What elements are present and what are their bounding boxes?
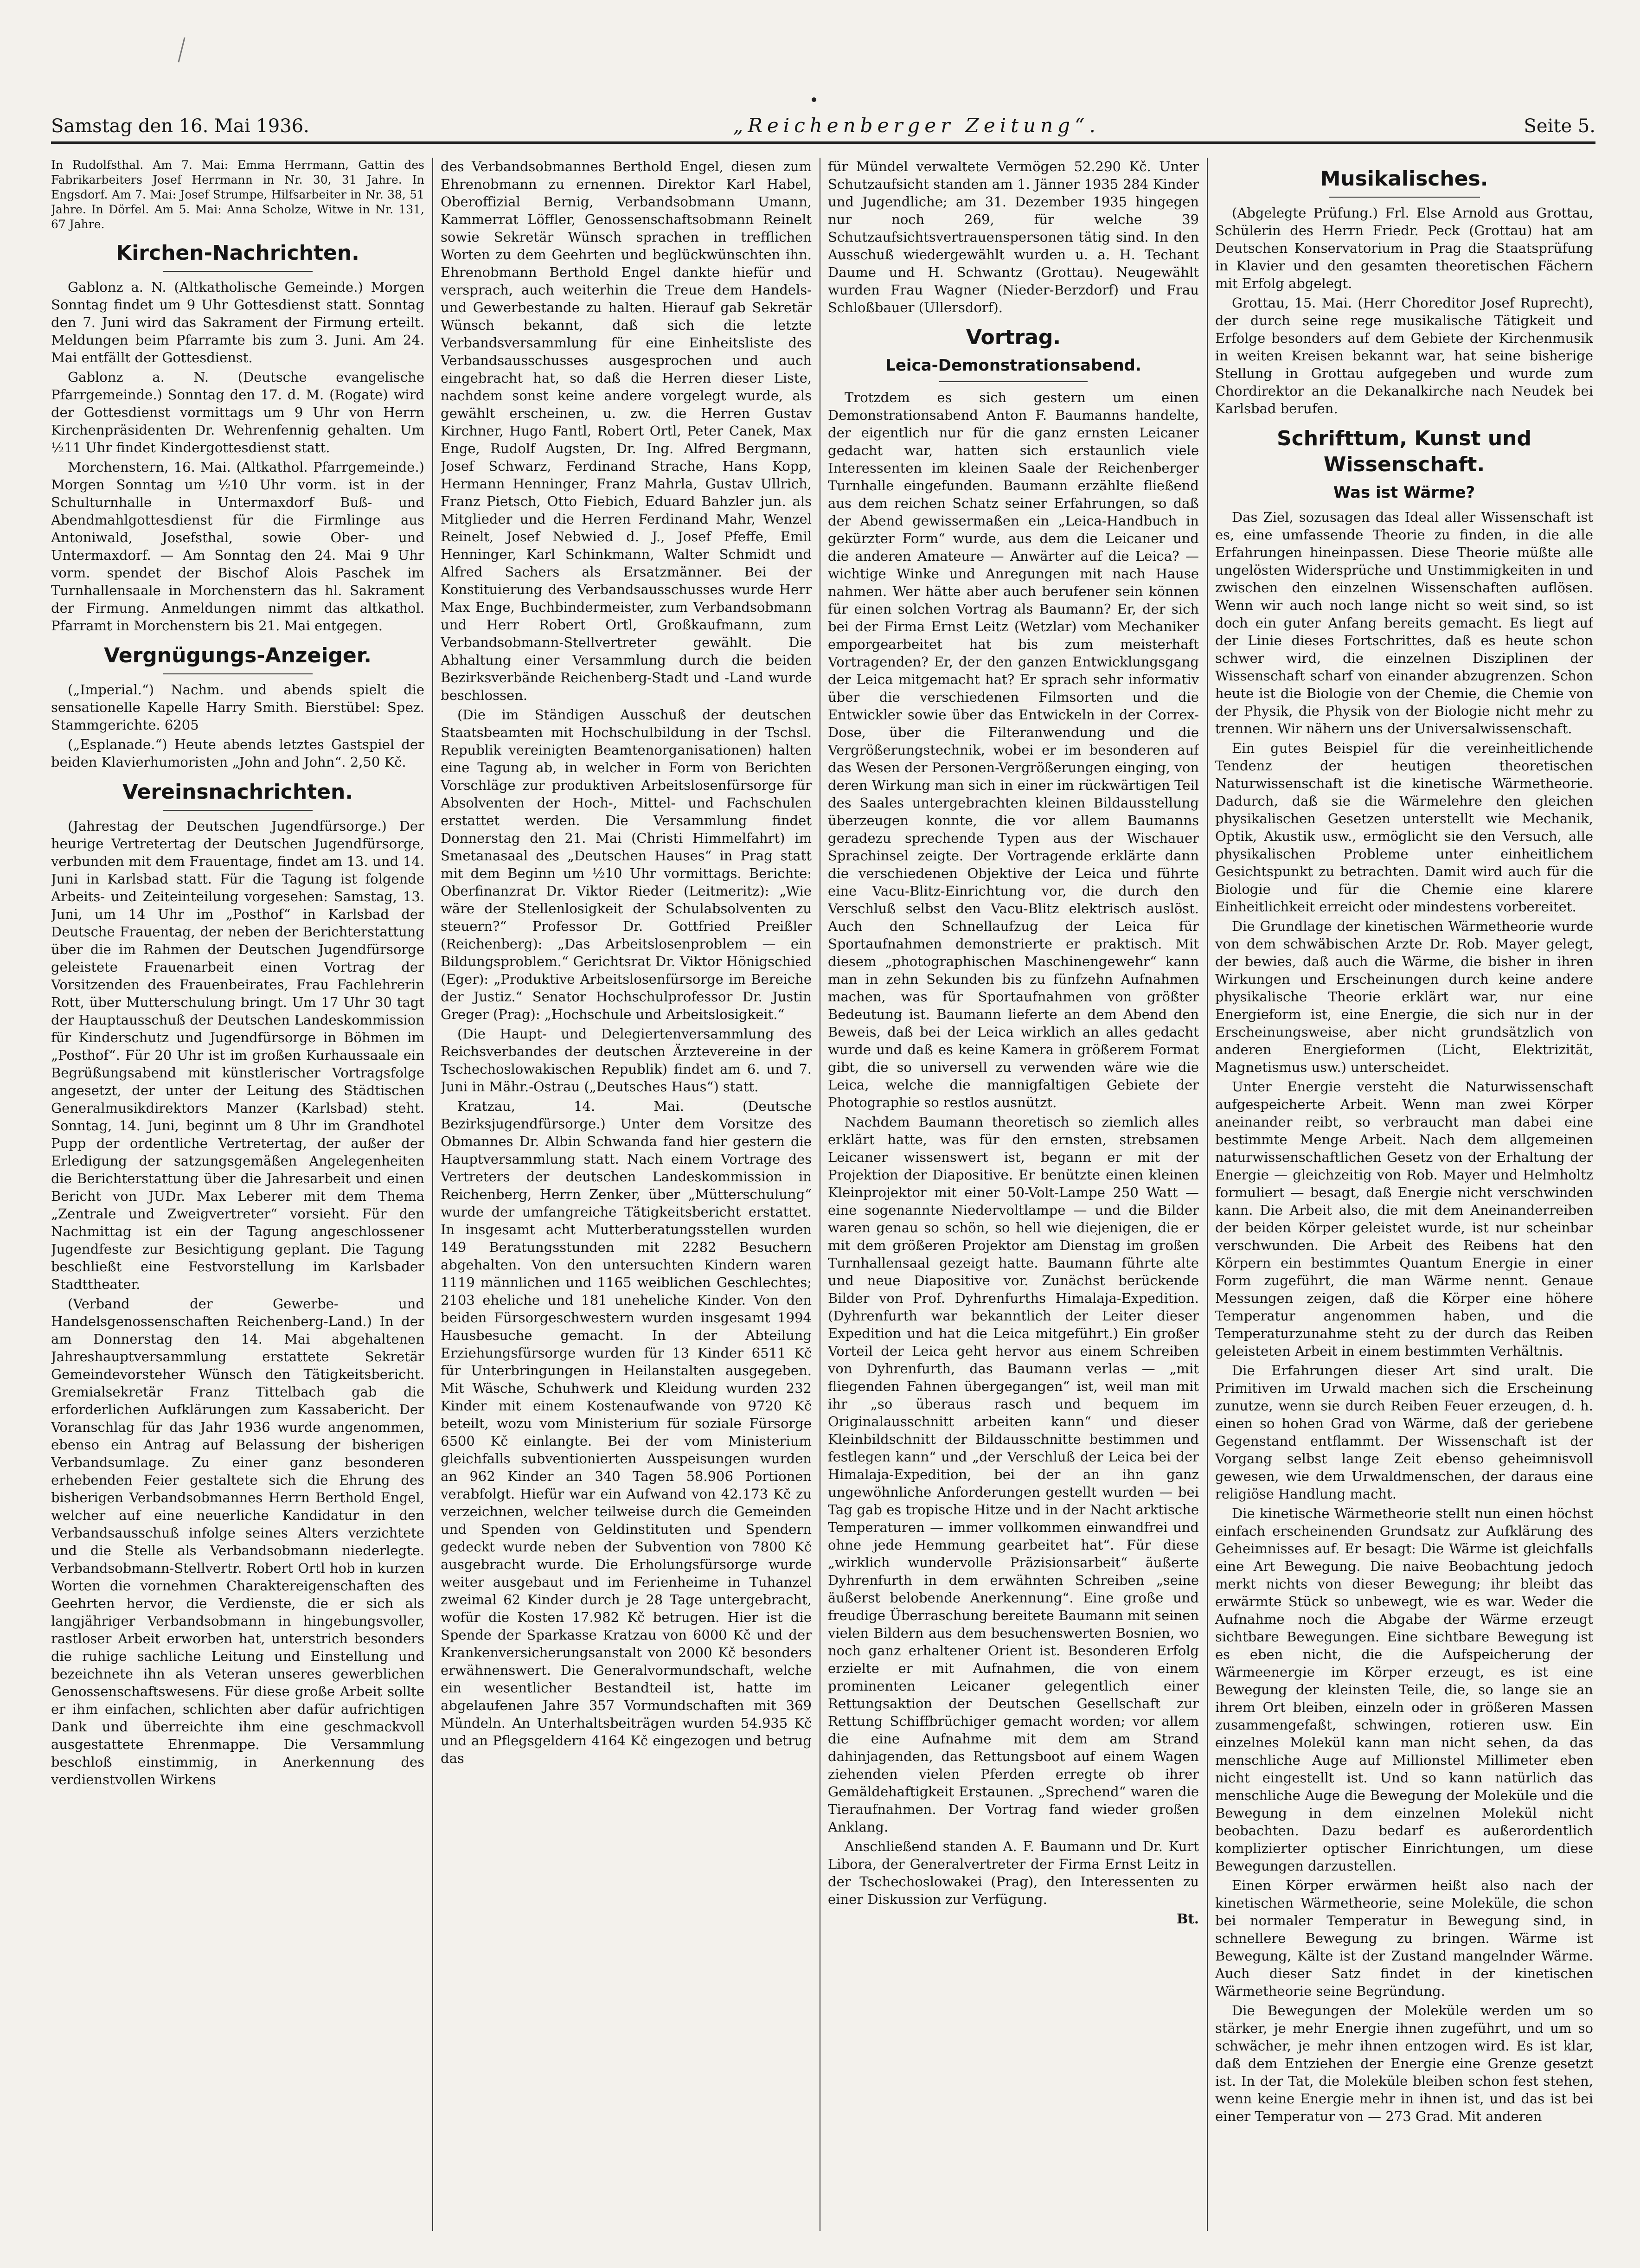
article-paragraph: (Abgelegte Prüfung.) Frl. Else Arnold aus Grottau, Schülerin des Herrn Friedr. Peck (Grottau) hat am Deutschen Konservatorium in Prag die Staatsprüfung in Klavier und den gesamten theoretischen Fächern mit Erfolg abgelegt.	[1215, 205, 1593, 291]
article-paragraph: Gablonz a. N. (Altkatholische Gemeinde.) Morgen Sonntag findet um 9 Uhr Gottesdienst statt. Sonntag den 7. Juni wird das Sakrament der Firmung erteilt. Meldungen beim Pfarramte bis zum 3. Juni. Am 24. Mai entfällt der Gottesdienst.	[51, 279, 424, 365]
column-2	[441, 158, 812, 2231]
scan-mark	[178, 37, 185, 62]
article-paragraph: („Esplanade.“) Heute abends letztes Gastspiel der beiden Klavierhumoristen „John and John“. 2,50 Kč.	[51, 737, 424, 770]
header-date: Samstag den 16. Mai 1936.	[51, 115, 309, 137]
section-heading-schrifttum: Schrifttum, Kunst und Wissenschaft.	[1277, 427, 1531, 476]
article-paragraph: Die Bewegungen der Moleküle werden um so stärker, je mehr Energie ihnen zugeführt, und um so schwächer, je mehr ihnen entzogen wird. Es ist klar, daß dem Entziehen der Energie eine Grenze gesetzt ist. In der Tat, die Moleküle bleiben schon fest stehen, wenn keine Energie mehr in ihnen ist, und das ist bei einer Temperatur von — 273 Grad. Mit anderen	[1215, 2003, 1593, 2124]
article-title-waerme: Was ist Wärme?	[1333, 483, 1475, 502]
article-paragraph: Die Erfahrungen dieser Art sind uralt. Die Primitiven im Urwald machen sich die Erscheinung zunutze, wenn sie durch Reiben Feuer erzeugen, d. h. einen so hohen Grad von Wärme, daß der geriebene Gegenstand entflammt. Der Wissenschaft ist der Vorgang selbst lange Zeit ebenso geheimnisvoll gewesen, wie dem Urwaldmenschen, der daraus eine religiöse Handlung macht.	[1215, 1363, 1593, 1502]
scan-dot	[812, 97, 816, 102]
section-heading-verein: Vereinsnachrichten.	[122, 780, 353, 804]
death-notices: In Rudolfsthal. Am 7. Mai: Emma Herrmann, Gattin des Fabrikarbeiters Josef Herrmann in Nr. 30, 31 Jahre. In Engsdorf. Am 7. Mai: Josef Strumpe, Hilfsarbeiter in Nr. 38, 51 Jahre. In Dörfel. Am 5. Mai: Anna Scholze, Witwe in Nr. 131, 67 Jahre.	[51, 158, 424, 231]
article-paragraph: („Imperial.“) Nachm. und abends spielt die sensationelle Kapelle Harry Smith. Bierstübel: Spez. Stammgerichte. 6205	[51, 682, 424, 733]
article-paragraph: Die Grundlage der kinetischen Wärmetheorie wurde von dem schwäbischen Arzte Dr. Rob. Mayer gelegt, der bewies, daß auch die Wärme, die bisher in ihren Wirkungen und Erscheinungen durch keine andere physikalische Theorie erklärt war, nur eine Energieform ist, eine Energie, die sich nur in der Erscheinungsweise, aber nicht grundsätzlich von anderen Energieformen (Licht, Elektrizität, Magnetismus usw.) unterscheidet.	[1215, 918, 1593, 1075]
columns	[51, 158, 1595, 2231]
divider	[163, 810, 313, 811]
page-header	[51, 107, 1595, 144]
section-heading-musik: Musikalisches.	[1320, 167, 1488, 191]
article-paragraph: (Verband der Gewerbe- und Handelsgenossenschaften Reichenberg-Land.) In der am Donnerstag den 14. Mai abgehaltenen Jahreshauptversammlung erstattete Sekretär Gemeindevorsteher Wünsch den Tätigkeitsbericht. Gremialsekretär Franz Tittelbach gab die erforderlichen Aufklärungen zum Kassabericht. Der Voranschlag für das Jahr 1936 wurde angenommen, ebenso ein Antrag auf Belassung der bisherigen Verbandsumlage. Zu einer ganz besonderen erhebenden Feier gestaltete sich die Ehrung des bisherigen Verbandsobmannes Herrn Berthold Engel, welcher auf eine neuerliche Kandidatur in den Verbandsausschuß infolge seines Alters verzichtete und die Stelle als Verbandsobmann niederlegte. Verbandsobmann-Stellvertr. Robert Ortl hob in kurzen Worten die vornehmen Charaktereigenschaften des Geehrten hervor, die Verdienste, die er sich als langjähriger Verbandsobmann in hingebungsvoller, rastloser Arbeit erworben hat, unterstrich besonders die ruhige sachliche Leitung und Einstellung und bezeichnete ihn als Veteran unseres gewerblichen Genossenschaftswesens. Für diese große Arbeit sollte er ihm einfachen, schlichten aber dafür aufrichtigen Dank und überreichte ihm eine geschmackvoll ausgestattete Ehrenmappe. Die Versammlung beschloß einstimmig, in Anerkennung des verdienstvollen Wirkens	[51, 1296, 424, 1787]
article-title-leica: Leica-Demonstrationsabend.	[885, 356, 1141, 375]
page-number: Seite 5.	[1524, 115, 1595, 137]
article-paragraph: des Verbandsobmannes Berthold Engel, diesen zum Ehrenobmann zu ernennen. Direktor Karl Habel, Oberoffizial Bernig, Verbandsobmann Umann, Kammerrat Löffler, Genossenschaftsobmann Reinelt sowie Sekretär Wünsch sprachen in trefflichen Worten zu dem Geehrten und beglückwünschten ihn. Ehrenobmann Berthold Engel dankte hiefür und versprach, auch weiterhin die Treue dem Handels- und Gewerbestande zu halten. Hierauf gab Sekretär Wünsch bekannt, daß sich die letzte Verbandsversammlung für eine Einheitsliste des Verbandsausschusses ausgesprochen und auch eingebracht hat, so daß die Herren dieser Liste, nachdem sonst keine andere vorgelegt wurde, als gewählt erscheinen, u. zw. die Herren Gustav Kirchner, Hugo Fantl, Robert Ortl, Peter Canek, Max Enge, Rudolf Augsten, Dr. Ing. Alfred Bergmann, Josef Schwarz, Ferdinand Strache, Hans Kopp, Hermann Henninger, Franz Mahrla, Gustav Ullrich, Franz Pietsch, Otto Fiebich, Eduard Bahzler jun. als Mitglieder und die Herren Ferdinand Mahr, Wenzel Reinelt, Josef Nebwied d. J., Josef Pfeffe, Emil Henninger, Karl Schinkmann, Walter Schmidt und Alfred Sachers als Ersatzmänner. Bei der Konstituierung des Verbandsausschusses wurde Herr Max Enge, Buchbindermeister, zum Verbandsobmann und Herr Robert Ortl, Großkaufmann, zum Verbandsobmann-Stellvertreter gewählt. Die Abhaltung einer Versammlung durch die beiden Bezirksverbände Reichenberg-Stadt und -Land wurde beschlossen.	[441, 159, 812, 703]
article-paragraph: Einen Körper erwärmen heißt also nach der kinetischen Wärmetheorie, seine Moleküle, die schon bei normaler Temperatur in Bewegung sind, in schnellere Bewegung zu bringen. Wärme ist Bewegung, Kälte ist der Zustand mangelnder Wärme. Auch dieser Satz findet in der kinetischen Wärmetheorie seine Begründung.	[1215, 1877, 1593, 1999]
article-paragraph: Die kinetische Wärmetheorie stellt nun einen höchst einfach erscheinenden Grundsatz zur Aufklärung des Geheimnisses auf. Er besagt: Die Wärme ist gleichfalls eine Art Bewegung. Die naive Beobachtung jedoch merkt nichts von dieser Bewegung; ihr bleibt das erwärmte Stück so unbewegt, wie es war. Weder die Aufnahme noch die Abgabe der Wärme erzeugt sichtbare Bewegungen. Eine sichtbare Bewegung ist es eben nicht, die die Aufspeicherung der Wärmeenergie im Körper erzeugt, es ist eine Bewegung der kleinsten Teile, die, so lange sie an ihrem Ort bleiben, einzeln oder in größeren Massen zusammengefaßt, schwingen, rotieren usw. Ein einzelnes Molekül kann man nicht sehen, da das menschliche Auge auf Millionstel Millimeter eben nicht eingestellt ist. Und so kann natürlich das menschliche Auge die Bewegung der Moleküle und die Bewegung in dem einzelnen Molekül nicht beobachten. Dazu bedarf es außerordentlich komplizierter optischer Einrichtungen, um diese Bewegungen darzustellen.	[1215, 1506, 1593, 1874]
article-paragraph: Kratzau, 14. Mai. (Deutsche Bezirksjugendfürsorge.) Unter dem Vorsitze des Obmannes Dr. Albin Schwanda fand hier gestern die Hauptversammlung statt. Nach einem Vortrage des Vertreters der deutschen Landeskommission in Reichenberg, Herrn Zenker, über „Mütterschulung“ wurde der umfangreiche Tätigkeitsbericht erstattet. In insgesamt acht Mutterberatungsstellen wurden 149 Beratungsstunden mit 2282 Besuchern abgehalten. Von den untersuchten Kindern waren 1119 männlichen und 1165 weiblichen Geschlechtes; 2103 eheliche und 181 uneheliche Kinder. Von den beiden Fürsorgeschwestern wurden insgesamt 1994 Hausbesuche gemacht. In der Abteilung Erziehungsfürsorge wurden für 13 Kinder 6511 Kč für Unterbringungen in Heilanstalten ausgegeben. Mit Wäsche, Schuhwerk und Kleidung wurden 232 Kinder mit einem Kostenaufwande von 9720 Kč beteilt, wozu vom Ministerium für soziale Fürsorge 6500 Kč einlangte. Bei der vom Ministerium gleichfalls subventionierten Ausspeisungen wurden an 962 Kinder an 340 Tagen 58.906 Portionen verabfolgt. Hiefür war ein Aufwand von 42.173 Kč zu verzeichnen, welcher teilweise durch die Gemeinden und Spenden von Geldinstituten und Spendern gedeckt wurde neben der Subvention von 7800 Kč ausgebracht wurde. Die Erholungsfürsorge wurde weiter ausgebaut und im Ferienheime in Tuhanzel zweimal 62 Kinder durch je 28 Tage untergebracht, wofür die Kosten 17.982 Kč betrugen. Hier ist die Spende der Sparkasse Kratzau von 6000 Kč und der Krankenversicherungsanstalt von 2000 Kč besonders erwähnenswert. Die Generalvormundschaft, welche ein wesentlicher Bestandteil ist, hatte im abgelaufenen Jahre 357 Vormundschaften mit 369 Mündeln. An Unterhaltsbeiträgen wurden 54.935 Kč und an Pflegsgeldern 4164 Kč eingezogen und betrug das	[441, 1098, 812, 1766]
divider	[939, 381, 1088, 382]
newspaper-page	[51, 107, 1595, 2240]
column-3	[828, 158, 1199, 2231]
section-heading-kirchen: Kirchen-Nachrichten.	[116, 241, 359, 265]
section-heading-vortrag: Vortrag.	[966, 326, 1061, 349]
article-paragraph: (Jahrestag der Deutschen Jugendfürsorge.) Der heurige Vertretertag der Deutschen Jugendfürsorge, verbunden mit dem Frauentage, findet am 13. und 14. Juni in Karlsbad statt. Für die Tagung ist folgende Arbeits- und Zeiteinteilung vorgesehen: Samstag, 13. Juni, um 14 Uhr im „Posthof“ in Karlsbad der Deutsche Frauentag, der neben der Berichterstattung über die im Rahmen der Deutschen Jugendfürsorge geleistete Frauenarbeit einen Vortrag der Vorsitzenden des Frauenbeirates, Frau Fachlehrerin Rott, über Mutterschulung bringt. Um 17 Uhr 30 tagt der Hauptausschuß der Deutschen Landeskommission für Kinderschutz und Jugendfürsorge in Böhmen im „Posthof“. Für 20 Uhr ist im großen Kurhaussaale ein Begrüßungsabend mit künstlerischer Vortragsfolge angesetzt, der unter der Leitung des Städtischen Generalmusikdirektors Manzer (Karlsbad) steht. Sonntag, 14. Juni, beginnt um 8 Uhr im Grandhotel Pupp der ordentliche Vertretertag, der außer der Erledigung der satzungsgemäßen Angelegenheiten die Berichterstattung über die Jahresarbeit und einen Bericht von JUDr. Max Leberer mit dem Thema „Zentrale und Zweigvertreter“ vorsieht. Für den Nachmittag ist ein der Tagung angeschlossener Jugendfeste zur Besichtigung geplant. Die Tagung beschließt eine Festvorstellung im Karlsbader Stadttheater.	[51, 818, 424, 1292]
section-heading-vergnuegung: Vergnügungs-Anzeiger.	[104, 644, 372, 667]
divider	[163, 271, 313, 272]
article-paragraph: (Die Haupt- und Delegiertenversammlung des Reichsverbandes der deutschen Ärztevereine in der Tschechoslowakischen Republik) findet am 6. und 7. Juni in Mähr.-Ostrau („Deutsches Haus“) statt.	[441, 1026, 812, 1095]
divider	[163, 673, 313, 674]
article-paragraph: für Mündel verwaltete Vermögen 52.290 Kč. Unter Schutzaufsicht standen am 1. Jänner 1935 284 Kinder und Jugendliche; am 31. Dezember 1935 hingegen nur noch 269, für welche 39 Schutzaufsichtsvertrauenspersonen tätig sind. In den Ausschuß wiedergewählt wurden u. a. H. Techant Daume und H. Schwantz (Grottau). Neugewählt wurden Frau Wagner (Nieder-Berzdorf) und Frau Schloßbauer (Ullersdorf).	[828, 159, 1199, 315]
divider	[1329, 197, 1480, 198]
column-4	[1215, 158, 1593, 2231]
article-paragraph: Gablonz a. N. (Deutsche evangelische Pfarrgemeinde.) Sonntag den 17. d. M. (Rogate) wird der Gottesdienst vormittags um 9 Uhr von Herrn Kirchenpräsidenten Dr. Wehrenfennig gehalten. Um ½11 Uhr findet Kindergottesdienst statt.	[51, 369, 424, 455]
article-paragraph: Grottau, 15. Mai. (Herr Choreditor Josef Ruprecht), der durch seine rege musikalische Tätigkeit und Erfolge besonders auf dem Gebiete der Kirchenmusik in weiten Kreisen bekannt war, hat seine bisherige Stellung in Grottau aufgegeben und wurde zum Chordirektor an die Dekanalkirche nach Neudek bei Karlsbad berufen.	[1215, 295, 1593, 416]
article-paragraph: (Die im Ständigen Ausschuß der deutschen Staatsbeamten mit Hochschulbildung in der Tschsl. Republik vereinigten Beamtenorganisationen) halten eine Tagung ab, in welcher in Form von Berichten Vorschläge zur produktiven Arbeitslosenfürsorge für Absolventen der Hoch-, Mittel- und Fachschulen erstattet werden. Die Versammlung findet Donnerstag den 21. Mai (Christi Himmelfahrt) im Smetanasaal des „Deutschen Hauses“ in Prag statt mit dem Beginn um ½10 Uhr vormittags. Berichte: Oberfinanzrat Dr. Viktor Rieder (Leitmeritz): „Wie wäre der Stellenlosigkeit der Schulabsolventen zu steuern?“ Professor Dr. Gottfried Preißler (Reichenberg): „Das Arbeitslosenproblem — ein Bildungsproblem.“ Gerichtsrat Dr. Viktor Hönigschied (Eger): „Produktive Arbeitslosenfürsorge im Bereiche der Justiz.“ Senator Hochschulprofessor Dr. Justin Greger (Prag): „Hochschule und Arbeitslosigkeit.“	[441, 707, 812, 1022]
article-paragraph: Das Ziel, sozusagen das Ideal aller Wissenschaft ist es, eine umfassende Theorie zu finden, in die alle Erfahrungen hineinpassen. Diese Theorie müßte alle ungelösten Widersprüche und Unstimmigkeiten in und zwischen den einzelnen Wissenschaften auflösen. Wenn wir auch noch lange nicht so weit sind, so ist doch ein guter Anfang bereits gemacht. Es liegt auf der Linie dieses Fortschrittes, daß es heute schon schwer wird, die einzelnen Disziplinen der Wissenschaft scharf von einander abzugrenzen. Schon heute ist die Biologie von der Chemie, die Chemie von der Physik, die Physik von der Biologie nicht mehr zu trennen. Wir nähern uns der Universalwissenschaft.	[1215, 509, 1593, 737]
article-paragraph: Nachdem Baumann theoretisch so ziemlich alles erklärt hatte, was für den ernsten, strebsamen Leicaner wissenswert ist, begann er mit der Projektion der Diapositive. Er benützte einen kleinen Kleinprojektor mit einer 50-Volt-Lampe 250 Watt — eine sogenannte Niedervoltlampe — und die Bilder waren genau so schön, so hell wie diejenigen, die er mit dem größeren Projektor am Dienstag im großen Turnhallensaal gezeigt hatte. Baumann führte alte und neue Diapositive vor. Zunächst berückende Bilder von Prof. Dyhrenfurths Himalaja-Expedition. (Dyhrenfurth war bekanntlich der Leiter dieser Expedition und hat die Leica mitgeführt.) Ein großer Vorteil der Leica geht hervor aus einem Schreiben von Dyhrenfurth, das Baumann verlas — „mit fliegenden Fahnen übergegangen“ ist, weil man mit ihr „so überaus rasch und bequem im Originalausschnitt arbeiten kann“ und dieser Kleinbildschnitt der Bildausschnitte bestimmen und festlegen kann“ und „der Verschluß der Leica bei der Himalaja-Expedition, bei der an ihn ganz ungewöhnliche Anforderungen gestellt wurden — bei Tag gab es tropische Hitze und in der Nacht arktische Temperaturen — immer vollkommen einwandfrei und ohne jede Hemmung gearbeitet hat“. Für diese „wirklich wundervolle Präzisionsarbeit“ äußerte Dyhrenfurth in dem erwähnten Schreiben „seine äußerst belobende Anerkennung“. Eine große und freudige Überraschung bereitete Baumann mit seinen vielen Bildern aus dem besuchenswerten Bosnien, wo noch ganz erhaltener Orient ist. Besonderen Erfolg erzielte er mit Aufnahmen, die von einem prominenten Leicaner gelegentlich einer Rettungsaktion der Deutschen Gesellschaft zur Rettung Schiffbrüchiger gemacht worden; vor allem die eine Aufnahme mit dem am Strand dahinjagenden, das Rettungsboot auf einem Wagen ziehenden vielen Pferden erregte ob ihrer Gemäldehaftigkeit Erstaunen. „Sprechend“ waren die Tieraufnahmen. Der Vortrag fand wieder großen Anklang.	[828, 1114, 1199, 1835]
column-rule	[1207, 158, 1208, 2231]
column-1	[51, 158, 424, 2231]
article-paragraph: Morchenstern, 16. Mai. (Altkathol. Pfarrgemeinde.) Morgen Sonntag um ½10 Uhr vorm. ist in der Schulturnhalle in Untermaxdorf Buß- und Abendmahlgottesdienst für die Firmlinge aus Antoniwald, Josefsthal, sowie Ober- und Untermaxdorf. — Am Sonntag den 24. Mai 9 Uhr vorm. spendet der Bischof Alois Paschek im Turnhallensaale in Morchenstern das hl. Sakrament der Firmung. Anmeldungen nimmt das altkathol. Pfarramt in Morchenstern bis 21. Mai entgegen.	[51, 459, 424, 634]
article-paragraph: Trotzdem es sich gestern um einen Demonstrationsabend Anton F. Baumanns handelte, der eigentlich nur für die ganz ernsten Leicaner gedacht war, hatten sich erstaunlich viele Interessenten im kleinen Saale der Reichenberger Turnhalle eingefunden. Baumann erzählte fließend aus dem reichen Schatz seiner Erfahrungen, so daß der Abend gewissermaßen ein „Leica-Handbuch in gekürzter Form“ wurde, aus dem die Leicaner und die anderen Amateure — Anwärter auf die Leica? — wichtige Winke und Anregungen mit nach Hause nahmen. Wer hätte aber auch berufener sein können für einen solchen Vortrag als Baumann? Er, der sich bei der Firma Ernst Leitz (Wetzlar) vom Mechaniker emporgearbeitet hat bis zum meisterhaft Vortragenden? Er, der den ganzen Entwicklungsgang der Leica mitgemacht hat? Er sprach sehr informativ über die verschiedenen Filmsorten und die Entwickler sowie über das Entwickeln in der Correx-Dose, über die Filteranwendung und die Vergrößerungstechnik, wobei er im besonderen auf das Wesen der Personen-Vergrößerungen einging, von deren Wirkung man sich in einer im rückwärtigen Teil des Saales untergebrachten kleinen Bildausstellung überzeugen konnte, die vor allem Baumanns geradezu sprechende Typen aus der Wischauer Sprachinsel zeigte. Der Vortragende erklärte dann die verschiedenen Objektive der Leica und führte eine Vacu-Blitz-Einrichtung vor, die durch den Verschluß selbst den Vacu-Blitz elektrisch auslöst. Auch den Schnellaufzug der Leica für Sportaufnahmen demonstrierte er praktisch. Mit diesem „photographischen Maschinengewehr“ kann man in zehn Sekunden bis zu fünfzehn Aufnahmen machen, was für Sportaufnahmen von größter Bedeutung ist. Baumann lieferte an dem Abend den Beweis, daß bei der Leica wirklich an alles gedacht wurde und daß es keine Kamera in größerem Format gibt, die so universell zu verwenden wäre wie die Leica, welche die mannigfaltigen Gebiete der Photographie so restlos ausnützt.	[828, 390, 1199, 1110]
column-rule	[432, 158, 433, 2231]
article-paragraph: Ein gutes Beispiel für die vereinheitlichende Tendenz der heutigen theoretischen Naturwissenschaft ist die kinetische Wärmetheorie. Dadurch, daß sie die Wärmelehre den gleichen physikalischen Gesetzen unterstellt wie Mechanik, Optik, Akustik usw., ermöglicht sie den Versuch, alle physikalischen Probleme unter einheitlichem Gesichtspunkt zu betrachten. Damit wird auch für die Biologie und für die Chemie eine klarere Einheitlichkeit erreicht oder mindestens vorbereitet.	[1215, 740, 1593, 915]
author-signature: Bt.	[1176, 1911, 1199, 1927]
article-paragraph: Unter Energie versteht die Naturwissenschaft aufgespeicherte Arbeit. Wenn man zwei Körper aneinander reibt, so verbraucht man dabei eine bestimmte Menge Arbeit. Nach dem allgemeinen naturwissenschaftlichen Gesetz von der Erhaltung der Energie — gleichzeitig von Rob. Mayer und Helmholtz formuliert — besagt, daß Energie nicht verschwinden kann. Die Arbeit also, die mit dem Aneinanderreiben der beiden Körper geleistet wurde, ist nur scheinbar verschwunden. Die Arbeit des Reibens hat den Körpern ein bestimmtes Quantum Energie in einer Form zugeführt, die man Wärme nennt. Genaue Messungen zeigen, daß die Körper eine höhere Temperatur angenommen haben, und die Temperaturzunahme steht zu der durch das Reiben geleisteten Arbeit in einem bestimmten Verhältnis.	[1215, 1079, 1593, 1359]
article-paragraph: Anschließend standen A. F. Baumann und Dr. Kurt Libora, der Generalvertreter der Firma Ernst Leitz in der Tschechoslowakei (Prag), den Interessenten zu einer Diskussion zur Verfügung.	[828, 1839, 1199, 1907]
newspaper-title: „Reichenberger Zeitung“.	[733, 114, 1100, 137]
